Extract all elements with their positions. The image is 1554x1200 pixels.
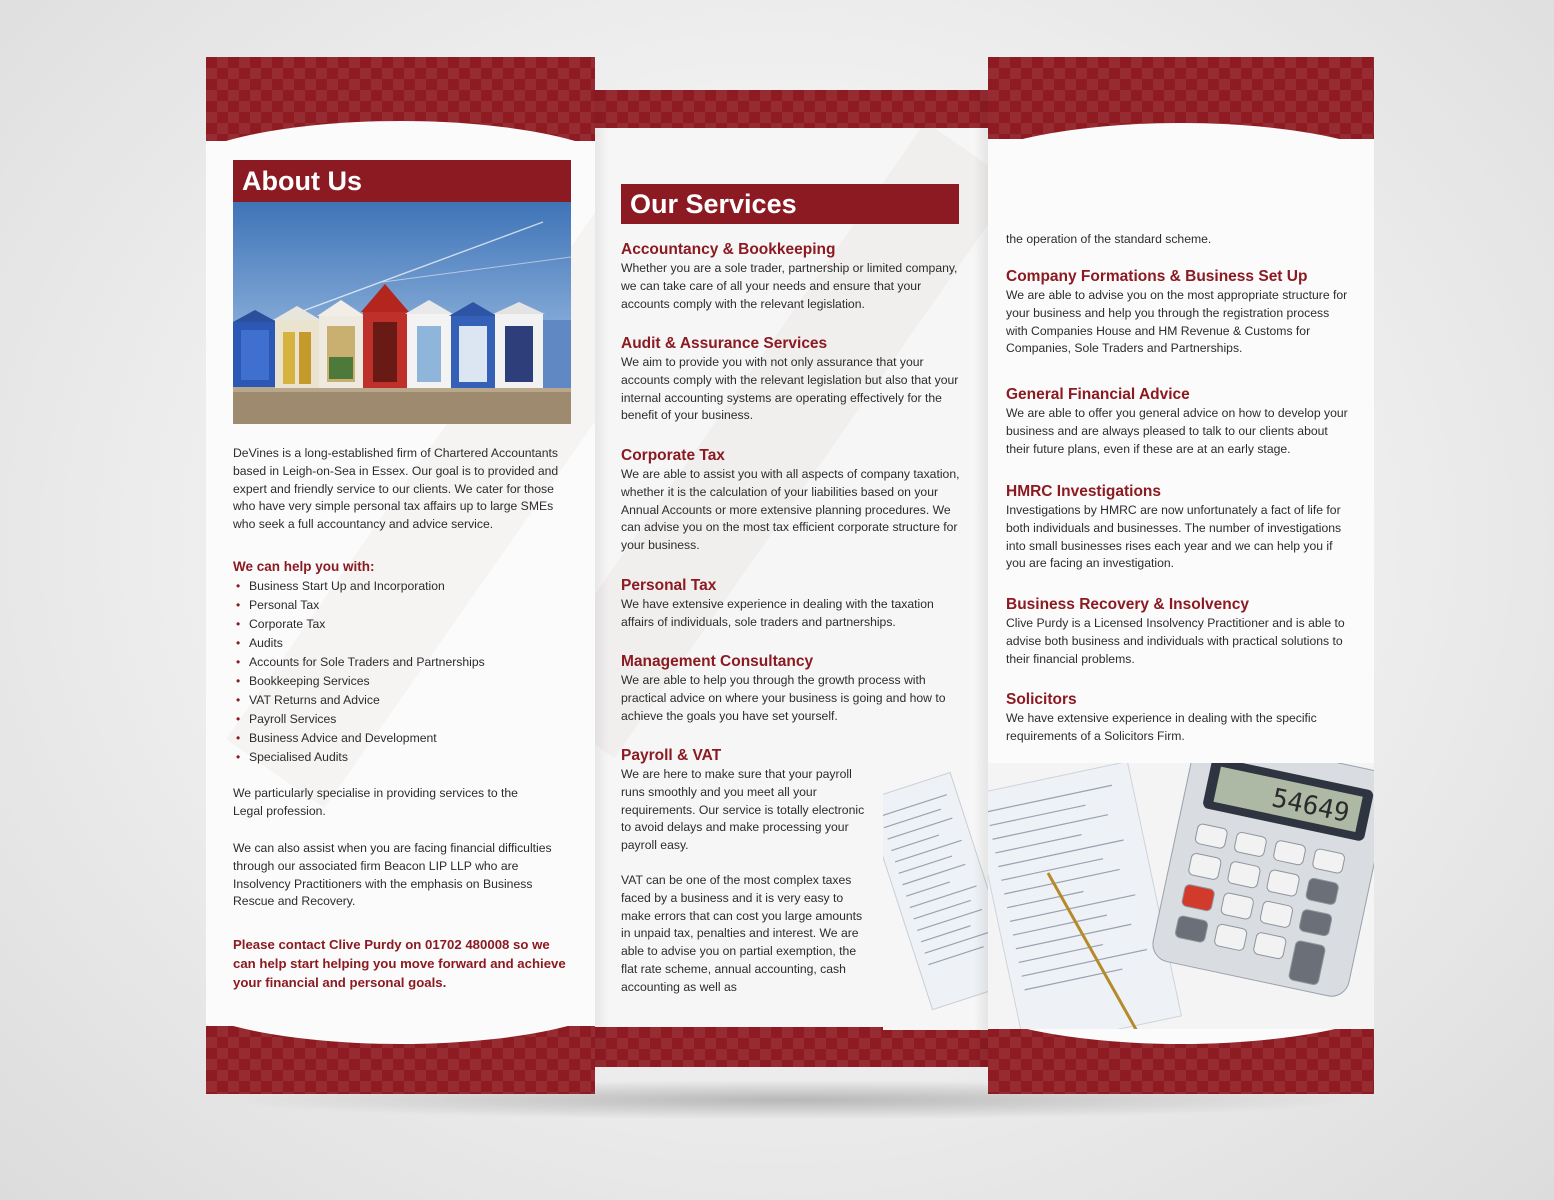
about-intro: DeVines is a long-established firm of Chartered Accountants based in Leigh-on-Sea in Essex. Our goal is to provided and expert and friendly service to our clients. We cater for those who have very simple personal tax affairs up to large SMEs who seek a full accountancy and advice service. [233, 446, 559, 532]
service-title: Management Consultancy [621, 653, 814, 670]
list-item: • Accounts for Sole Traders and Partnerships [233, 653, 563, 672]
service-text: We are here to make sure that your payroll runs smoothly and you meet all your requirements. Our service is totally electronic to avoid delays and make processing your payroll easy. [621, 767, 865, 853]
service-text: We are able to help you through the growth process with practical advice on where your business is going and how to achieve the goals you have set yourself. [621, 673, 946, 723]
list-item: • Bookkeeping Services [233, 672, 563, 691]
service-text: We have extensive experience in dealing with the specific requirements of a Solicitors Firm. [1006, 711, 1317, 743]
panel-more-services [988, 57, 1374, 1094]
list-item: • Audits [233, 634, 563, 653]
bottom-band [595, 1027, 988, 1067]
service-financial-advice [1006, 385, 1351, 458]
assist-text: We can also assist when you are facing financial difficulties through our associated firm Beacon LIP LLP who are Insolvency Practitioners with the emphasis on Business Rescue and Recovery. [233, 841, 552, 909]
service-management [621, 652, 966, 725]
list-item: • Business Start Up and Incorporation [233, 577, 563, 596]
service-title: Solicitors [1006, 691, 1077, 708]
vat-continued: the operation of the standard scheme. [1006, 232, 1212, 246]
service-personal-tax [621, 576, 961, 632]
list-item: • Corporate Tax [233, 615, 563, 634]
calculator-photo [988, 763, 1374, 1029]
list-item: • Personal Tax [233, 596, 563, 615]
service-accountancy [621, 240, 961, 313]
service-hmrc [1006, 482, 1351, 573]
fold-shadow [595, 90, 609, 1067]
service-text: We have extensive experience in dealing with the taxation affairs of individuals, sole traders and partnerships. [621, 597, 934, 629]
help-heading: We can help you with: [233, 559, 375, 574]
about-heading: About Us [233, 160, 571, 202]
vat-text: VAT can be one of the most complex taxes faced by a business and it is very easy to make errors that can cost you large amounts in unpaid tax, penalties and interest. We are able to advise you on partial exemption, the flat rate scheme, annual accounting, cash accounting as well as [621, 872, 863, 994]
contact-text: Please contact Clive Purdy on 01702 480008 so we can help start helping you move forward and achieve your financial and personal goals. [233, 937, 566, 990]
list-item: • Specialised Audits [233, 748, 563, 767]
service-title: Personal Tax [621, 577, 717, 594]
service-title: Payroll & VAT [621, 747, 722, 764]
financial-papers-photo [883, 760, 988, 1030]
service-text: We are able to advise you on the most appropriate structure for your business and help you through the registration process with Companies House and HM Revenue & Customs for Companies, Sole Traders and Partnerships. [1006, 288, 1348, 356]
service-title: General Financial Advice [1006, 386, 1190, 403]
service-text: We aim to provide you with not only assurance that your accounts comply with the relevant legislation but also that your internal accounting systems are operating effectively for the benefit of your business. [621, 355, 959, 423]
services-heading: Our Services [621, 184, 959, 224]
service-text: We are able to assist you with all aspects of company taxation, whether it is the calculation of your liabilities based on your Annual Accounts or more extensive planning procedures. We can advise you on the most tax efficient corporate structure for your business. [621, 467, 960, 553]
service-solicitors [1006, 690, 1351, 746]
beach-huts-photo [233, 202, 571, 424]
service-recovery [1006, 595, 1351, 668]
specialise-text: We particularly specialise in providing services to the Legal profession. [233, 786, 518, 818]
calculator-display: 54649 [1269, 783, 1352, 829]
service-title: HMRC Investigations [1006, 483, 1162, 500]
panel-services [595, 90, 988, 1067]
service-text: Clive Purdy is a Licensed Insolvency Practitioner and is able to advise both business and individuals with practical solutions to their financial problems. [1006, 616, 1345, 666]
service-text: Whether you are a sole trader, partnership or limited company, we can take care of all your needs and ensure that your accounts comply with the relevant legislation. [621, 261, 958, 311]
service-audit [621, 334, 961, 425]
service-text: We are able to offer you general advice on how to develop your business and are always pleased to talk to our clients about their future plans, even if these are at an early stage. [1006, 406, 1348, 456]
list-item: • VAT Returns and Advice [233, 691, 563, 710]
service-title: Company Formations & Business Set Up [1006, 268, 1308, 285]
service-title: Accountancy & Bookkeeping [621, 241, 836, 258]
panel-about [206, 57, 595, 1094]
service-title: Audit & Assurance Services [621, 335, 828, 352]
service-text: Investigations by HMRC are now unfortunately a fact of life for both individuals and businesses. The number of investigations into small businesses rises each year and we can help you if you are facing an investigation. [1006, 503, 1342, 571]
service-title: Corporate Tax [621, 447, 725, 464]
list-item: • Payroll Services [233, 710, 563, 729]
top-band [595, 90, 988, 128]
fold-shadow [974, 90, 988, 1067]
list-item: • Business Advice and Development [233, 729, 563, 748]
service-payroll-vat [621, 746, 871, 997]
service-company-formations [1006, 267, 1351, 358]
service-title: Business Recovery & Insolvency [1006, 596, 1249, 613]
help-list [233, 577, 563, 767]
service-corporate-tax [621, 446, 961, 555]
